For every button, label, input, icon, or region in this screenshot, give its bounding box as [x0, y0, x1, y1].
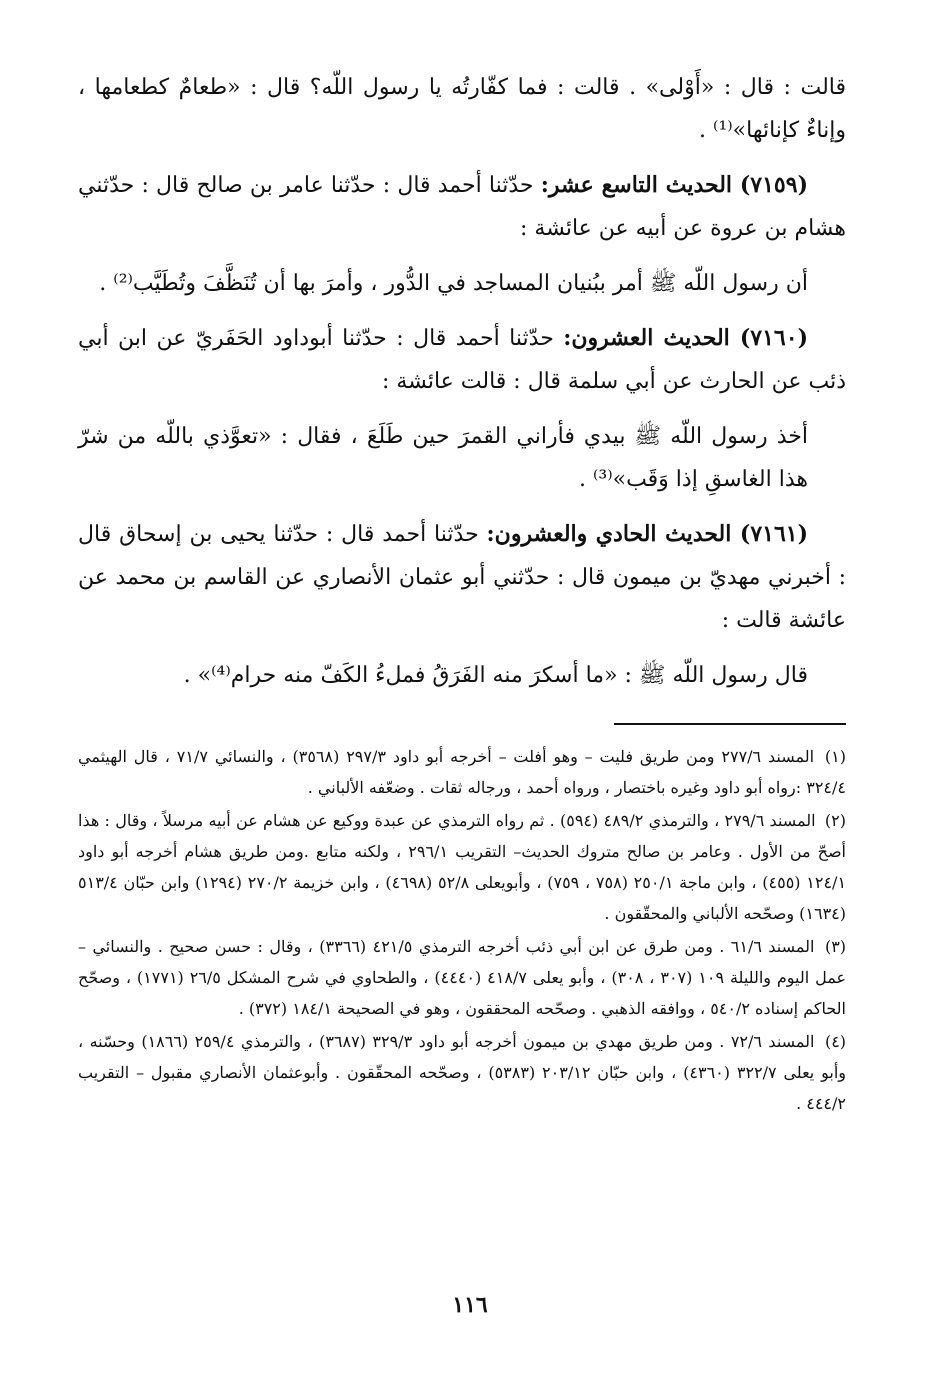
hadith-chain: حدّثنا أحمد قال : حدّثنا أبوداود الحَفَريّ عن ابن أبي ذئب عن الحارث عن أبي سلمة قال : قالت عائشة :: [78, 326, 846, 394]
footnote: [78, 805, 846, 929]
hadith-chain: حدّثنا أحمد قال : حدّثنا عامر بن صالح قال : حدّثني هشام بن عروة عن أبيه عن عائشة :: [78, 173, 846, 241]
footnotes: [78, 741, 846, 1119]
page-number: ١١٦: [452, 1292, 488, 1318]
hadith-heading: (٧١٦١) الحديث الحادي والعشرون:: [486, 521, 808, 547]
footnote-number: (١): [824, 747, 847, 766]
footnote-text: المسند ٢٧٩/٦ ، والترمذي ٤٨٩/٢ (٥٩٤) . ثم رواه الترمذي عن عبدة ووكيع عن هشام عن أبيه مرسلاً ، وقال : هذا أصحّ من الأول . وعامر بن صالح متروك الحديث– التقريب ٢٩٦/١ ، ولكنه متابع .ومن طريق هشام أخرجه أبو داود ١٢٤/١ (٤٥٥) ، وابن ماجة ٢٥٠/١ (٧٥٨ ، ٧٥٩) ، وأبويعلى ٥٢/٨ (٤٦٩٨) ، وابن خزيمة ٢٧٠/٢ (١٢٩٤) وابن حبّان ٥١٣/٤ (١٦٣٤) وصحّحه الألباني والمحقّقون .: [78, 811, 847, 923]
hadith-heading: (٧١٥٩) الحديث التاسع عشر:: [540, 172, 808, 198]
hadith-7159: [78, 164, 846, 250]
footnote-divider: [614, 723, 846, 725]
hadith-text: قال رسول اللّه ﷺ : «ما أسكرَ منه الفَرَقُ فملءُ الكَفّ منه حرام⁽⁴⁾» .: [183, 663, 808, 688]
hadith-7160: [78, 317, 846, 403]
footnote: [78, 931, 846, 1024]
footnote-number: (٤): [824, 1032, 847, 1051]
footnote-text: المسند ٦١/٦ . ومن طرق عن ابن أبي ذئب أخرجه الترمذي ٤٢١/٥ (٣٣٦٦) ، وقال : حسن صحيح . والنسائي – عمل اليوم والليلة ١٠٩ (٣٠٧ ، ٣٠٨) ، وأبو يعلى ٤١٨/٧ (٤٤٤٠) ، والطحاوي في شرح المشكل ٢٦/٥ (١٧٧١) ، وصحّح الحاكم إسناده ٥٤٠/٢ ، ووافقه الذهبي . وصحّحه المحققون ، وهو في الصحيحة ١٨٤/١ (٣٧٢) .: [78, 937, 847, 1018]
main-text: [78, 66, 846, 697]
footnote-text: المسند ٢٧٧/٦ ومن طريق فليت – وهو أفلت – أخرجه أبو داود ٢٩٧/٣ (٣٥٦٨) ، والنسائي ٧١/٧ ، قال الهيثمي ٣٢٤/٤ :رواه أبو داود وغيره باختصار ، ورواه أحمد ، ورجاله ثقات . وضعّفه الألباني .: [78, 747, 846, 797]
paragraph-intro: قالت : قال : «أَوْلى» . قالت : فما كفّارتُه يا رسول اللّه؟ قال : «طعامٌ كطعامها ، وإناءٌ كإنائها»⁽¹⁾ .: [78, 75, 846, 143]
footnote-text: المسند ٧٢/٦ . ومن طريق مهدي بن ميمون أخرجه أبو داود ٣٢٩/٣ (٣٦٨٧) ، والترمذي ٢٥٩/٤ (١٨٦٦) وحسّنه ، وأبو يعلى ٣٢٢/٧ (٤٣٦٠) ، وابن حبّان ٢٠٣/١٢ (٥٣٨٣) ، وصحّحه المحقّقون . وأبوعثمان الأنصاري مقبول – التقريب ٤٤٤/٢ .: [78, 1032, 847, 1113]
page-body: [78, 66, 846, 1119]
hadith-chain: حدّثنا أحمد قال : حدّثنا يحيى بن إسحاق قال : أخبرني مهديّ بن ميمون قال : حدّثني أبو عثمان الأنصاري عن القاسم بن محمد عن عائشة قالت :: [78, 522, 846, 633]
hadith-heading: (٧١٦٠) الحديث العشرون:: [563, 325, 808, 351]
footnote-number: (٣): [824, 937, 847, 956]
hadith-text: أخذ رسول اللّه ﷺ بيدي فأراني القمرَ حين طَلَعَ ، فقال : «تعوَّذي باللّه من شرّ هذا الغاسقِ إذا وَقَب»⁽³⁾ .: [78, 424, 808, 492]
footnote: [78, 741, 846, 803]
footnote: [78, 1026, 846, 1119]
footnote-number: (٢): [824, 811, 847, 830]
hadith-7161: [78, 513, 846, 642]
hadith-text: أن رسول اللّه ﷺ أمر ببُنيان المساجد في الدُّور ، وأمرَ بها أن تُنَظَّفَ وتُطَيَّب⁽²⁾ .: [99, 271, 808, 296]
